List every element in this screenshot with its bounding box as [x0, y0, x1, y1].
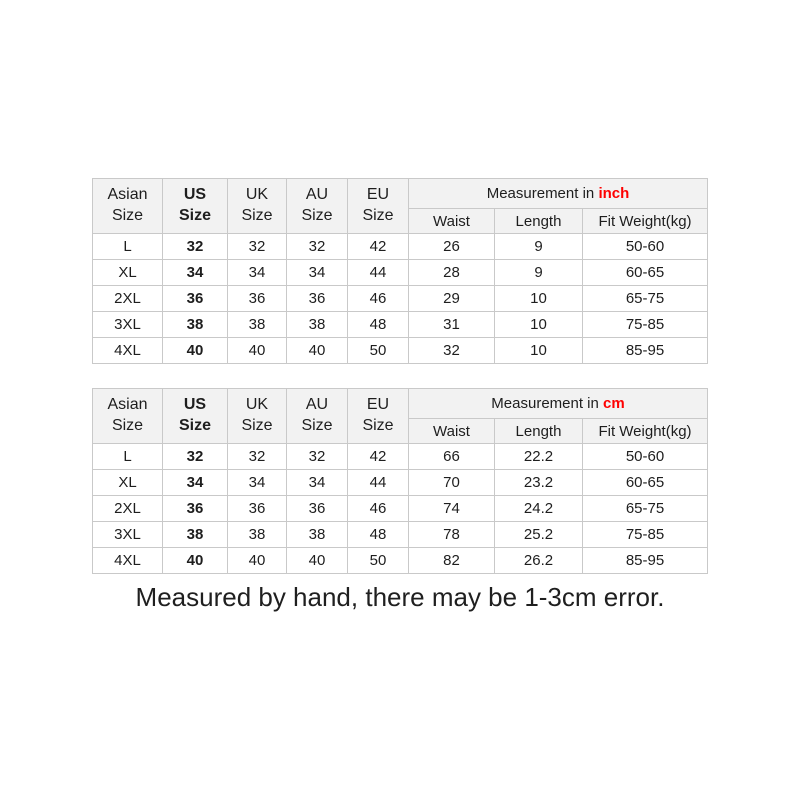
table-cell: 36 [228, 496, 287, 522]
table-row [93, 548, 708, 574]
table-cell: 2XL [93, 286, 163, 312]
measurement-unit-value: inch [598, 185, 630, 202]
table-cell: 85-95 [583, 338, 708, 364]
table-cell: 36 [228, 286, 287, 312]
col-header-length: Length [495, 209, 583, 234]
table-cell: 10 [495, 338, 583, 364]
col-header-au-size: AU Size [287, 389, 348, 444]
table-cell: L [93, 444, 163, 470]
table-cell: 85-95 [583, 548, 708, 574]
col-header-asian-size: Asian Size [93, 179, 163, 234]
table-cell: 65-75 [583, 286, 708, 312]
table-cell: 26 [409, 234, 495, 260]
table-cell: 40 [163, 548, 228, 574]
table-cell: 4XL [93, 338, 163, 364]
table-row [93, 444, 708, 470]
size-table-cm [92, 388, 708, 574]
table-cell: 32 [163, 234, 228, 260]
col-header-fit-weight-kg: Fit Weight(kg) [583, 209, 708, 234]
table-cell: 48 [348, 522, 409, 548]
table-cell: 36 [163, 496, 228, 522]
table-cell: 28 [409, 260, 495, 286]
table-cell: 32 [287, 444, 348, 470]
col-header-au-size: AU Size [287, 179, 348, 234]
col-header-waist: Waist [409, 419, 495, 444]
table-cell: 9 [495, 260, 583, 286]
table-cell: 32 [287, 234, 348, 260]
table-cell: 74 [409, 496, 495, 522]
table-row [93, 260, 708, 286]
measurement-unit-prefix: Measurement in [486, 185, 595, 202]
table-cell: 34 [287, 260, 348, 286]
table-cell: 38 [163, 312, 228, 338]
table-cell: 38 [287, 312, 348, 338]
table-cell: XL [93, 260, 163, 286]
table-cell: 32 [228, 444, 287, 470]
table-cell: 75-85 [583, 312, 708, 338]
table-cell: 38 [163, 522, 228, 548]
table-cell: 31 [409, 312, 495, 338]
measurement-note: Measured by hand, there may be 1-3cm error. [135, 582, 665, 612]
col-header-uk-size: UK Size [228, 389, 287, 444]
table-cell: 34 [228, 470, 287, 496]
table-cell: 2XL [93, 496, 163, 522]
table-cell: 34 [163, 260, 228, 286]
table-row [93, 496, 708, 522]
table-cell: 26.2 [495, 548, 583, 574]
table-cell: 32 [409, 338, 495, 364]
measurement-unit-header [409, 389, 708, 419]
table-cell: 50-60 [583, 444, 708, 470]
table-cell: 22.2 [495, 444, 583, 470]
table-cell: 46 [348, 286, 409, 312]
col-header-us-size: US Size [163, 179, 228, 234]
table-row [93, 522, 708, 548]
table-cell: 10 [495, 312, 583, 338]
table-cell: 23.2 [495, 470, 583, 496]
table-cell: 42 [348, 234, 409, 260]
col-header-fit-weight-kg: Fit Weight(kg) [583, 419, 708, 444]
table-cell: 70 [409, 470, 495, 496]
table-cell: 38 [287, 522, 348, 548]
table-cell: 46 [348, 496, 409, 522]
col-header-asian-size: Asian Size [93, 389, 163, 444]
table-cell: 36 [287, 496, 348, 522]
table-row [93, 312, 708, 338]
table-cell: 24.2 [495, 496, 583, 522]
table-cell: 40 [228, 548, 287, 574]
table-cell: 38 [228, 312, 287, 338]
table-cell: 3XL [93, 312, 163, 338]
table-cell: 50-60 [583, 234, 708, 260]
table-cell: 60-65 [583, 260, 708, 286]
table-cell: 32 [228, 234, 287, 260]
table-cell: 78 [409, 522, 495, 548]
table-cell: 40 [163, 338, 228, 364]
col-header-uk-size: UK Size [228, 179, 287, 234]
table-cell: 65-75 [583, 496, 708, 522]
table-cell: 44 [348, 260, 409, 286]
table-cell: XL [93, 470, 163, 496]
table-cell: 48 [348, 312, 409, 338]
table-cell: 34 [163, 470, 228, 496]
table-cell: 40 [228, 338, 287, 364]
measurement-unit-prefix: Measurement in [491, 395, 599, 412]
table-cell: 9 [495, 234, 583, 260]
table-cell: 82 [409, 548, 495, 574]
table-row [93, 338, 708, 364]
table-cell: 44 [348, 470, 409, 496]
col-header-length: Length [495, 419, 583, 444]
table-row [93, 470, 708, 496]
table-cell: 50 [348, 338, 409, 364]
col-header-eu-size: EU Size [348, 179, 409, 234]
table-row [93, 234, 708, 260]
table-cell: 29 [409, 286, 495, 312]
table-cell: 34 [287, 470, 348, 496]
table-cell: 36 [287, 286, 348, 312]
measurement-unit-value: cm [603, 395, 625, 412]
table-cell: 40 [287, 338, 348, 364]
table-cell: 42 [348, 444, 409, 470]
table-cell: 66 [409, 444, 495, 470]
table-cell: 25.2 [495, 522, 583, 548]
table-cell: 50 [348, 548, 409, 574]
col-header-eu-size: EU Size [348, 389, 409, 444]
table-cell: 60-65 [583, 470, 708, 496]
table-cell: 3XL [93, 522, 163, 548]
table-cell: L [93, 234, 163, 260]
table-row [93, 286, 708, 312]
col-header-waist: Waist [409, 209, 495, 234]
col-header-us-size: US Size [163, 389, 228, 444]
table-cell: 10 [495, 286, 583, 312]
table-cell: 36 [163, 286, 228, 312]
table-cell: 4XL [93, 548, 163, 574]
size-table-inch [92, 178, 708, 364]
table-cell: 32 [163, 444, 228, 470]
table-cell: 34 [228, 260, 287, 286]
table-cell: 75-85 [583, 522, 708, 548]
table-cell: 40 [287, 548, 348, 574]
table-cell: 38 [228, 522, 287, 548]
measurement-unit-header [409, 179, 708, 209]
